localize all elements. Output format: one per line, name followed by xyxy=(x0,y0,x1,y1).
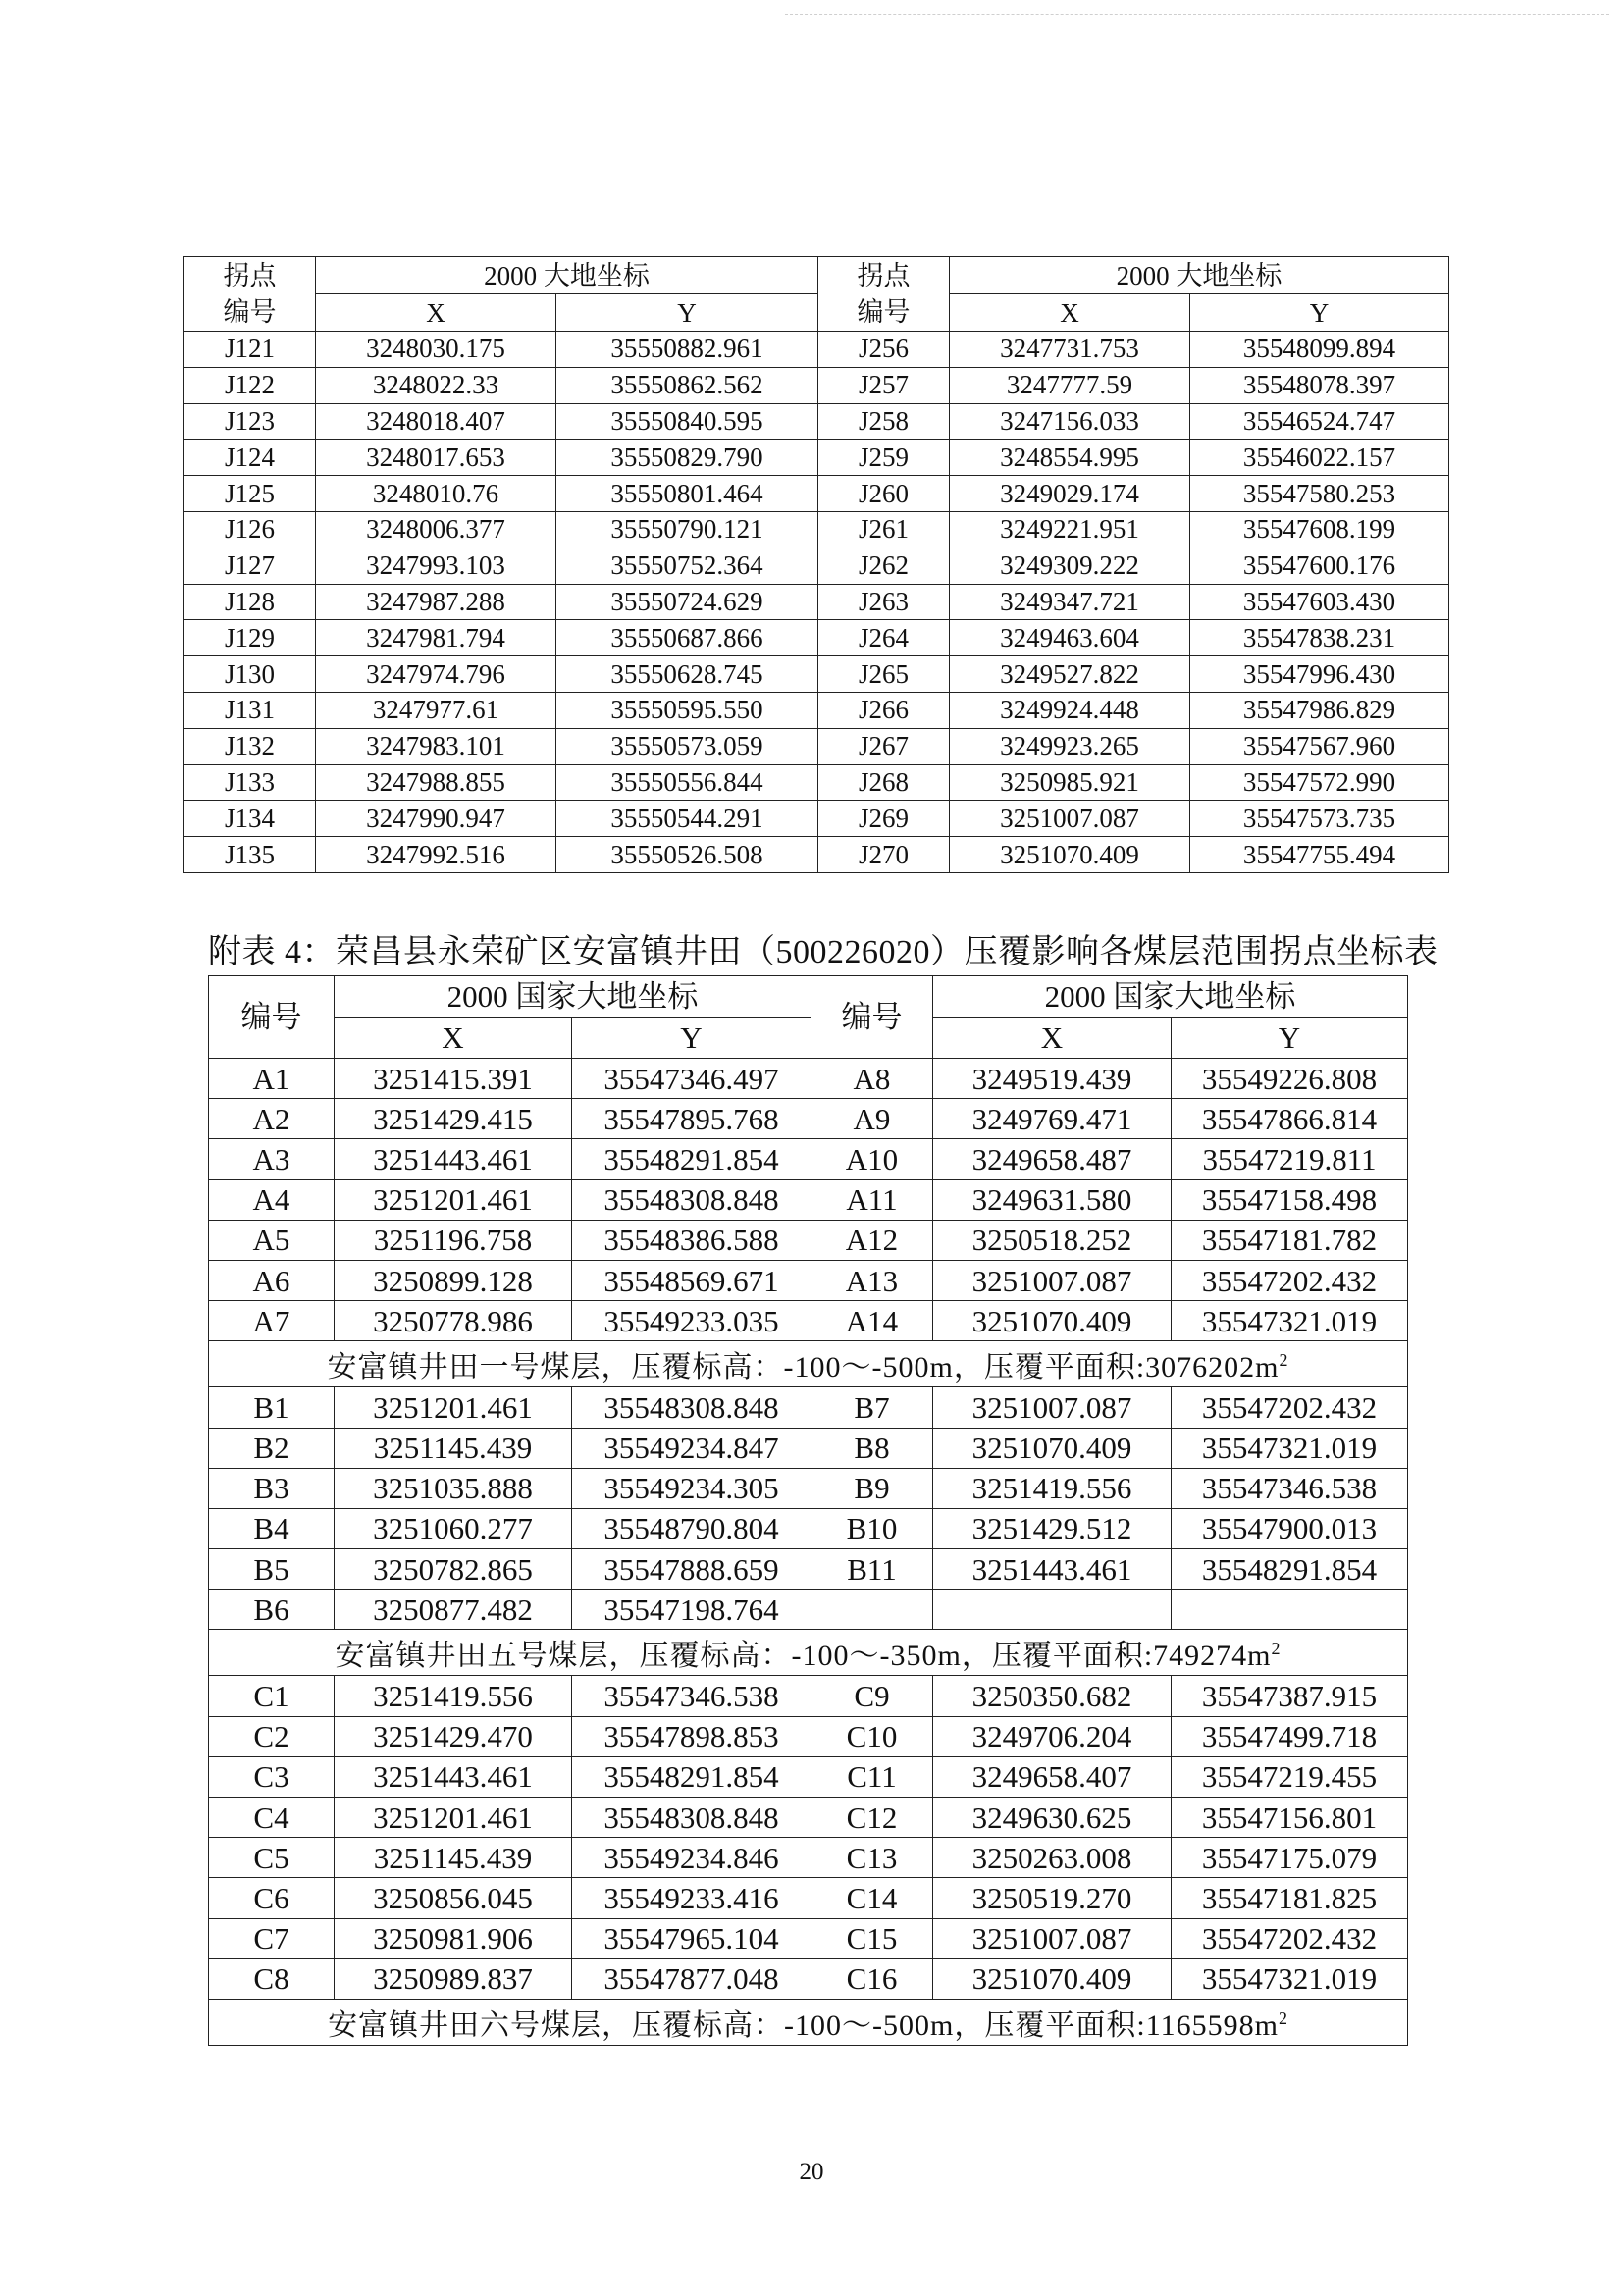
table-cell: 35550862.562 xyxy=(556,367,818,403)
table-cell: 3250985.921 xyxy=(950,764,1190,801)
seam-summary-row xyxy=(209,1341,1408,1387)
table-row xyxy=(184,620,1449,656)
table-cell: 3247990.947 xyxy=(316,801,556,837)
table-cell: A1 xyxy=(209,1059,335,1099)
table-cell: 35550829.790 xyxy=(556,440,818,476)
table-cell: J264 xyxy=(818,620,950,656)
table-cell: 35547603.430 xyxy=(1190,584,1449,620)
coord-system-header: 2000 大地坐标 xyxy=(950,257,1449,294)
table-row xyxy=(209,1468,1408,1508)
coordinate-table-coal-seams xyxy=(208,975,1408,2046)
table-cell: 35547202.432 xyxy=(1172,1918,1408,1958)
table-cell: J125 xyxy=(184,476,316,512)
table-cell: 35548308.848 xyxy=(572,1387,812,1428)
table-cell: 35547965.104 xyxy=(572,1918,812,1958)
table-cell: 3251007.087 xyxy=(933,1387,1172,1428)
table-row xyxy=(184,332,1449,368)
table-cell: B4 xyxy=(209,1508,335,1548)
table-cell: 35547181.825 xyxy=(1172,1878,1408,1918)
table-cell: 3250782.865 xyxy=(335,1549,572,1590)
table-cell: C10 xyxy=(812,1716,933,1756)
table-cell: J261 xyxy=(818,511,950,548)
table-cell: 35548386.588 xyxy=(572,1220,812,1260)
table-row xyxy=(184,728,1449,764)
table-cell: C12 xyxy=(812,1798,933,1838)
table-cell: 35549233.035 xyxy=(572,1301,812,1341)
table-cell: 3247777.59 xyxy=(950,367,1190,403)
table-cell: 3249658.407 xyxy=(933,1756,1172,1797)
table-cell: C4 xyxy=(209,1798,335,1838)
table-cell: 35547387.915 xyxy=(1172,1676,1408,1716)
table-cell: 3248030.175 xyxy=(316,332,556,368)
table-cell: C2 xyxy=(209,1716,335,1756)
table-cell: 3248554.995 xyxy=(950,440,1190,476)
table-cell: 35548078.397 xyxy=(1190,367,1449,403)
table-row xyxy=(209,1220,1408,1260)
table-caption: 附表 4：荣昌县永荣矿区安富镇井田（500226020）压覆影响各煤层范围拐点坐标表 xyxy=(208,934,1439,970)
y-header: Y xyxy=(1190,294,1449,332)
page-number: 20 xyxy=(799,2159,824,2185)
table-cell: 35547866.814 xyxy=(1172,1099,1408,1139)
table-cell: 35549233.416 xyxy=(572,1878,812,1918)
table-cell: 35547346.497 xyxy=(572,1059,812,1099)
table-cell: 3251443.461 xyxy=(335,1756,572,1797)
table-row xyxy=(209,1918,1408,1958)
coord-system-header: 2000 国家大地坐标 xyxy=(335,976,812,1018)
table-cell: 35550628.745 xyxy=(556,656,818,693)
table-cell xyxy=(933,1590,1172,1630)
table-row xyxy=(209,1508,1408,1548)
table-cell: 35550840.595 xyxy=(556,403,818,440)
table-cell: 35549234.847 xyxy=(572,1428,812,1468)
table-row xyxy=(209,1549,1408,1590)
table-cell: 35550687.866 xyxy=(556,620,818,656)
table-cell: 3251007.087 xyxy=(950,801,1190,837)
table-cell: 35547219.455 xyxy=(1172,1756,1408,1797)
table-cell: A3 xyxy=(209,1139,335,1179)
table-cell: 35547996.430 xyxy=(1190,656,1449,693)
table-cell: 35547888.659 xyxy=(572,1549,812,1590)
table-cell: 35550595.550 xyxy=(556,692,818,728)
table-cell: C7 xyxy=(209,1918,335,1958)
table-row xyxy=(184,764,1449,801)
table-header-row xyxy=(209,976,1408,1018)
table-cell: 3247987.288 xyxy=(316,584,556,620)
table-cell: J135 xyxy=(184,837,316,873)
table-cell: C16 xyxy=(812,1958,933,1999)
table-cell: 35547219.811 xyxy=(1172,1139,1408,1179)
table-cell: 35550573.059 xyxy=(556,728,818,764)
table-cell: 35548308.848 xyxy=(572,1798,812,1838)
seam-summary-text: 安富镇井田六号煤层，压覆标高：-100～-500m，压覆平面积:1165598m xyxy=(328,2009,1279,2042)
number-label-cell: 编号 xyxy=(209,976,335,1059)
table-cell: 35549234.846 xyxy=(572,1838,812,1878)
table-cell: J121 xyxy=(184,332,316,368)
x-header: X xyxy=(950,294,1190,332)
table-cell: J266 xyxy=(818,692,950,728)
table-cell: 3247992.516 xyxy=(316,837,556,873)
table-cell: 3250856.045 xyxy=(335,1878,572,1918)
table-cell: 35548308.848 xyxy=(572,1179,812,1220)
table-cell: 35547573.735 xyxy=(1190,801,1449,837)
table-cell: 3249527.822 xyxy=(950,656,1190,693)
table-cell: 3251060.277 xyxy=(335,1508,572,1548)
seam-summary xyxy=(209,1999,1408,2045)
table-cell: A5 xyxy=(209,1220,335,1260)
table-cell: 3249924.448 xyxy=(950,692,1190,728)
seam-summary-text: 安富镇井田五号煤层，压覆标高：-100～-350m，压覆平面积:749274m xyxy=(335,1640,1272,1673)
seam-summary-text: 安富镇井田一号煤层，压覆标高：-100～-500m，压覆平面积:3076202m xyxy=(327,1351,1280,1384)
table-cell: 35547898.853 xyxy=(572,1716,812,1756)
table-cell: 3248006.377 xyxy=(316,511,556,548)
table-row xyxy=(184,511,1449,548)
x-header: X xyxy=(933,1018,1172,1059)
table-cell: 35547567.960 xyxy=(1190,728,1449,764)
table-cell: J127 xyxy=(184,548,316,584)
table-cell: 35549226.808 xyxy=(1172,1059,1408,1099)
table-row xyxy=(209,1756,1408,1797)
table-cell: B1 xyxy=(209,1387,335,1428)
table-cell: 3251007.087 xyxy=(933,1918,1172,1958)
table-cell: B9 xyxy=(812,1468,933,1508)
point-number-label: 编号 xyxy=(184,294,316,332)
table-cell: J263 xyxy=(818,584,950,620)
table-cell: 3251419.556 xyxy=(933,1468,1172,1508)
seam-summary xyxy=(209,1341,1408,1387)
table-cell: C13 xyxy=(812,1838,933,1878)
table-cell: A11 xyxy=(812,1179,933,1220)
table-cell: 35547321.019 xyxy=(1172,1428,1408,1468)
table-cell: 3251070.409 xyxy=(933,1958,1172,1999)
table-cell: J259 xyxy=(818,440,950,476)
table-cell: 3250518.252 xyxy=(933,1220,1172,1260)
table-cell: J257 xyxy=(818,367,950,403)
table-cell: B6 xyxy=(209,1590,335,1630)
table-cell: B10 xyxy=(812,1508,933,1548)
table-cell: J269 xyxy=(818,801,950,837)
table-cell: 35547877.048 xyxy=(572,1958,812,1999)
table-cell: 35547346.538 xyxy=(572,1676,812,1716)
table-row xyxy=(184,440,1449,476)
table-row xyxy=(209,1590,1408,1630)
table-cell: 3249631.580 xyxy=(933,1179,1172,1220)
table-cell: 35548291.854 xyxy=(572,1139,812,1179)
table-cell: 3247993.103 xyxy=(316,548,556,584)
coord-system-header: 2000 国家大地坐标 xyxy=(933,976,1408,1018)
table-cell: A4 xyxy=(209,1179,335,1220)
number-label-cell: 编号 xyxy=(812,976,933,1059)
table-row xyxy=(209,1301,1408,1341)
table-cell: 3249221.951 xyxy=(950,511,1190,548)
table-row xyxy=(209,1179,1408,1220)
table-cell: 35547202.432 xyxy=(1172,1260,1408,1300)
table-cell: 3249463.604 xyxy=(950,620,1190,656)
table-row xyxy=(209,1958,1408,1999)
table-cell: C15 xyxy=(812,1918,933,1958)
table-cell: 35547175.079 xyxy=(1172,1838,1408,1878)
table-row xyxy=(209,1260,1408,1300)
table-cell: 35547499.718 xyxy=(1172,1716,1408,1756)
table-cell: 35547580.253 xyxy=(1190,476,1449,512)
table-cell: J130 xyxy=(184,656,316,693)
table-cell: 3251201.461 xyxy=(335,1798,572,1838)
table-row xyxy=(184,837,1449,873)
table-cell: 3247974.796 xyxy=(316,656,556,693)
y-header: Y xyxy=(556,294,818,332)
table-cell: 3251429.470 xyxy=(335,1716,572,1756)
table-cell: 3251419.556 xyxy=(335,1676,572,1716)
table-cell: 3250989.837 xyxy=(335,1958,572,1999)
table-cell: 35550752.364 xyxy=(556,548,818,584)
table-row xyxy=(184,584,1449,620)
table-row xyxy=(184,548,1449,584)
table-cell: A14 xyxy=(812,1301,933,1341)
table-cell: J132 xyxy=(184,728,316,764)
area-unit-superscript: 2 xyxy=(1279,1350,1289,1371)
y-header: Y xyxy=(1172,1018,1408,1059)
table-cell: 35547202.432 xyxy=(1172,1387,1408,1428)
table-cell: B8 xyxy=(812,1428,933,1468)
table-cell: 3250877.482 xyxy=(335,1590,572,1630)
table-cell: 35550526.508 xyxy=(556,837,818,873)
table-row xyxy=(209,1387,1408,1428)
table-cell: 3249630.625 xyxy=(933,1798,1172,1838)
table-row xyxy=(184,801,1449,837)
table-row xyxy=(209,1838,1408,1878)
table-cell: A8 xyxy=(812,1059,933,1099)
table-cell: 35550790.121 xyxy=(556,511,818,548)
table-cell: 35549234.305 xyxy=(572,1468,812,1508)
table-cell: B5 xyxy=(209,1549,335,1590)
table-cell: 3249923.265 xyxy=(950,728,1190,764)
table-cell: J268 xyxy=(818,764,950,801)
table-cell: 35547600.176 xyxy=(1190,548,1449,584)
table-cell: B2 xyxy=(209,1428,335,1468)
table-cell: 3251070.409 xyxy=(933,1428,1172,1468)
table-cell: 35550544.291 xyxy=(556,801,818,837)
table-cell: 35547158.498 xyxy=(1172,1179,1408,1220)
table-cell: 3248018.407 xyxy=(316,403,556,440)
x-header: X xyxy=(316,294,556,332)
y-header: Y xyxy=(572,1018,812,1059)
table-cell: 3248022.33 xyxy=(316,367,556,403)
table-cell: 3251070.409 xyxy=(950,837,1190,873)
table-cell: 35548569.671 xyxy=(572,1260,812,1300)
table-cell: J256 xyxy=(818,332,950,368)
table-cell: C1 xyxy=(209,1676,335,1716)
area-unit-superscript: 2 xyxy=(1278,2008,1288,2028)
table-cell: 3251429.415 xyxy=(335,1099,572,1139)
seam-summary-row xyxy=(209,1630,1408,1676)
coordinate-table-j xyxy=(183,256,1449,873)
table-cell xyxy=(812,1590,933,1630)
table-cell: 3250350.682 xyxy=(933,1676,1172,1716)
table-cell: 3250519.270 xyxy=(933,1878,1172,1918)
table-cell: 35547755.494 xyxy=(1190,837,1449,873)
table-cell: J129 xyxy=(184,620,316,656)
table-cell: J131 xyxy=(184,692,316,728)
table-cell: 3251007.087 xyxy=(933,1260,1172,1300)
table-cell: J265 xyxy=(818,656,950,693)
table-cell: J126 xyxy=(184,511,316,548)
table-cell: 35547321.019 xyxy=(1172,1301,1408,1341)
table-cell: 35547838.231 xyxy=(1190,620,1449,656)
seam-summary xyxy=(209,1630,1408,1676)
table-cell: A10 xyxy=(812,1139,933,1179)
table-cell: 3249347.721 xyxy=(950,584,1190,620)
table-header-row xyxy=(184,257,1449,294)
table-cell: A6 xyxy=(209,1260,335,1300)
point-label-cell: 拐点 xyxy=(818,257,950,294)
table-cell: 3248010.76 xyxy=(316,476,556,512)
table-cell: 35547321.019 xyxy=(1172,1958,1408,1999)
table-row xyxy=(209,1428,1408,1468)
table-cell: 35550556.844 xyxy=(556,764,818,801)
table-cell: J133 xyxy=(184,764,316,801)
table-cell xyxy=(1172,1590,1408,1630)
table-cell: 3250778.986 xyxy=(335,1301,572,1341)
table-cell: J124 xyxy=(184,440,316,476)
table-cell: C9 xyxy=(812,1676,933,1716)
x-header: X xyxy=(335,1018,572,1059)
table-row xyxy=(184,403,1449,440)
table-cell: 3251429.512 xyxy=(933,1508,1172,1548)
table-cell: J134 xyxy=(184,801,316,837)
table-cell: B7 xyxy=(812,1387,933,1428)
table-cell: J122 xyxy=(184,367,316,403)
table-cell: 3247983.101 xyxy=(316,728,556,764)
table-cell: 35550801.464 xyxy=(556,476,818,512)
table-cell: J260 xyxy=(818,476,950,512)
table-cell: 35547181.782 xyxy=(1172,1220,1408,1260)
table-cell: C6 xyxy=(209,1878,335,1918)
table-cell: J128 xyxy=(184,584,316,620)
table-cell: 3251035.888 xyxy=(335,1468,572,1508)
table-row xyxy=(209,1676,1408,1716)
table-cell: J270 xyxy=(818,837,950,873)
table-cell: J267 xyxy=(818,728,950,764)
table-cell: J262 xyxy=(818,548,950,584)
area-unit-superscript: 2 xyxy=(1271,1639,1282,1659)
table-cell: 3247977.61 xyxy=(316,692,556,728)
table-row xyxy=(209,1099,1408,1139)
table-cell: J123 xyxy=(184,403,316,440)
scan-edge-line xyxy=(785,14,1609,15)
table-cell: A13 xyxy=(812,1260,933,1300)
table-cell: B3 xyxy=(209,1468,335,1508)
table-row xyxy=(184,367,1449,403)
table-cell: 3249769.471 xyxy=(933,1099,1172,1139)
table-cell: 35548291.854 xyxy=(1172,1549,1408,1590)
table-cell: 3251415.391 xyxy=(335,1059,572,1099)
table-cell: 3251196.758 xyxy=(335,1220,572,1260)
table-cell: 3250263.008 xyxy=(933,1838,1172,1878)
table-cell: 3250981.906 xyxy=(335,1918,572,1958)
table-cell: A9 xyxy=(812,1099,933,1139)
table-cell: 3249658.487 xyxy=(933,1139,1172,1179)
table-header-row xyxy=(184,294,1449,332)
table-cell: 3249029.174 xyxy=(950,476,1190,512)
table-row xyxy=(184,656,1449,693)
table-cell: 3251070.409 xyxy=(933,1301,1172,1341)
table-cell: 3251201.461 xyxy=(335,1179,572,1220)
table-cell: 3247988.855 xyxy=(316,764,556,801)
table-cell: 3247156.033 xyxy=(950,403,1190,440)
table-row xyxy=(209,1139,1408,1179)
coord-system-header: 2000 大地坐标 xyxy=(316,257,818,294)
table-cell: 3249706.204 xyxy=(933,1716,1172,1756)
table-cell: 3249519.439 xyxy=(933,1059,1172,1099)
table-cell: 3247731.753 xyxy=(950,332,1190,368)
table-cell: 35547608.199 xyxy=(1190,511,1449,548)
table-cell: J258 xyxy=(818,403,950,440)
table-cell: 3251443.461 xyxy=(933,1549,1172,1590)
table-cell: 35547156.801 xyxy=(1172,1798,1408,1838)
table-cell: A7 xyxy=(209,1301,335,1341)
table-row xyxy=(209,1716,1408,1756)
table-cell: 3250899.128 xyxy=(335,1260,572,1300)
table-cell: 35550882.961 xyxy=(556,332,818,368)
table-cell: 3248017.653 xyxy=(316,440,556,476)
table-cell: 35547986.829 xyxy=(1190,692,1449,728)
table-cell: 3249309.222 xyxy=(950,548,1190,584)
table-cell: 35548790.804 xyxy=(572,1508,812,1548)
table-cell: 35548291.854 xyxy=(572,1756,812,1797)
seam-summary-row xyxy=(209,1999,1408,2045)
table-cell: 35547572.990 xyxy=(1190,764,1449,801)
point-number-label: 编号 xyxy=(818,294,950,332)
table-cell: 35547346.538 xyxy=(1172,1468,1408,1508)
table-cell: 3251201.461 xyxy=(335,1387,572,1428)
table-cell: 3251443.461 xyxy=(335,1139,572,1179)
table-cell: A12 xyxy=(812,1220,933,1260)
table-cell: C3 xyxy=(209,1756,335,1797)
table-cell: 3251145.439 xyxy=(335,1838,572,1878)
table-cell: C14 xyxy=(812,1878,933,1918)
table-cell: 3251145.439 xyxy=(335,1428,572,1468)
table-cell: C11 xyxy=(812,1756,933,1797)
table-row xyxy=(184,692,1449,728)
table-cell: 35548099.894 xyxy=(1190,332,1449,368)
table-cell: C5 xyxy=(209,1838,335,1878)
table-cell: A2 xyxy=(209,1099,335,1139)
table-row xyxy=(209,1878,1408,1918)
table-row xyxy=(184,476,1449,512)
table-cell: 35547900.013 xyxy=(1172,1508,1408,1548)
table-cell: 35547895.768 xyxy=(572,1099,812,1139)
table-row xyxy=(209,1798,1408,1838)
table-cell: 35550724.629 xyxy=(556,584,818,620)
table-header-row xyxy=(209,1018,1408,1059)
point-label-cell: 拐点 xyxy=(184,257,316,294)
table-cell: C8 xyxy=(209,1958,335,1999)
table-cell: 35546524.747 xyxy=(1190,403,1449,440)
table-cell: 35546022.157 xyxy=(1190,440,1449,476)
table-row xyxy=(209,1059,1408,1099)
table-cell: 3247981.794 xyxy=(316,620,556,656)
table-cell: B11 xyxy=(812,1549,933,1590)
table-cell: 35547198.764 xyxy=(572,1590,812,1630)
